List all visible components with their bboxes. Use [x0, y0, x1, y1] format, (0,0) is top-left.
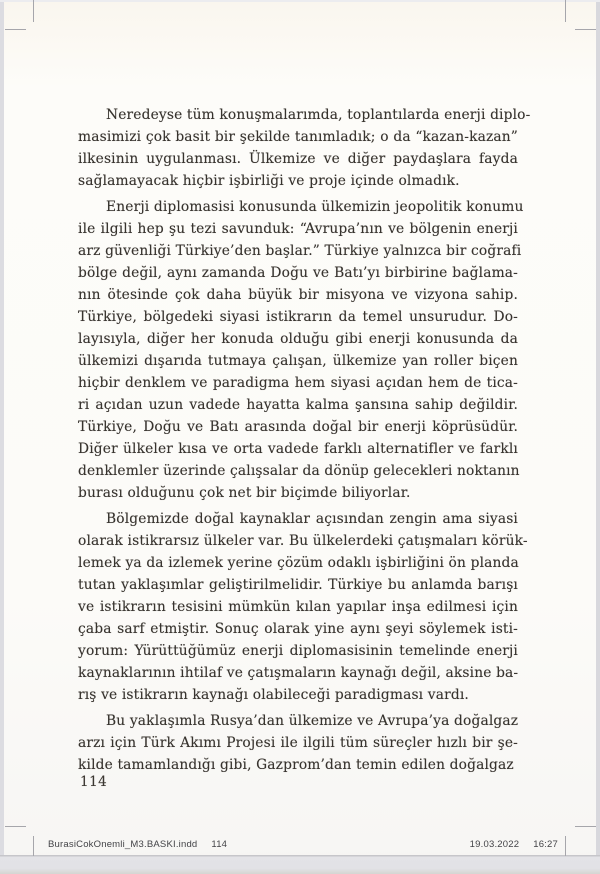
text-line: bölge değil, aynı zamanda Doğu ve Batı’yı birbirine bağlama- — [78, 265, 518, 281]
crop-mark-top-right-vertical — [565, 0, 566, 22]
text-line: denklemler üzerinde çalışsalar da dönüp gelecekleri noktanın — [78, 463, 520, 479]
text-line: rış ve istikrarın kaynağı olabileceği paradigması vardı. — [78, 687, 469, 703]
page-number: 114 — [80, 774, 108, 790]
text-line: Bölgemizde doğal kaynaklar açısından zengin ama siyasi — [106, 511, 518, 527]
paragraph — [78, 710, 518, 776]
paragraph — [78, 104, 531, 192]
slug-date: 19.03.2022 — [469, 839, 520, 850]
text-line: Diğer ülkeler kısa ve orta vadede farklı alternatifler ve farklı — [78, 441, 518, 457]
text-line: yorum: Yürüttüğümüz enerji diplomasisinin temelinde enerji — [78, 643, 518, 659]
slug-file-page: 114 — [211, 839, 228, 850]
scan-edge-bottom — [0, 855, 600, 874]
crop-mark-bottom-right-horizontal — [575, 826, 596, 827]
text-line: Enerji diplomasisi konusunda ülkemizin jeopolitik konumu — [106, 199, 524, 215]
text-block — [78, 104, 531, 780]
text-line: hiçbir denklem ve paradigma hem siyasi açıdan hem de tica- — [78, 375, 518, 391]
text-line: layısıyla, diğer her konuda olduğu gibi enerji konusunda da — [78, 331, 518, 347]
crop-mark-top-left-horizontal — [5, 29, 26, 30]
text-line: ve istikrarın tesisini mümkün kılan yapılar inşa edilmesi için — [78, 599, 518, 615]
slug-file-info — [48, 839, 227, 850]
slug-file-name: BurasiCokOnemli_M3.BASKI.indd — [48, 839, 198, 850]
text-line: Bu yaklaşımla Rusya’dan ülkemize ve Avrupa’ya doğalgaz — [106, 713, 519, 729]
crop-mark-bottom-left-horizontal — [5, 826, 26, 827]
slug-time: 16:27 — [533, 839, 558, 850]
text-line: Türkiye, Doğu ve Batı arasında doğal bir enerji köprüsüdür. — [78, 419, 518, 435]
text-line: çaba sarf etmiştir. Sonuç olarak yine aynı şeyi söylemek isti- — [78, 621, 518, 637]
paragraph — [78, 196, 524, 504]
text-line: Türkiye, bölgedeki siyasi istikrarın da temel unsurudur. Do- — [78, 309, 518, 325]
text-line: kaynaklarının ihtilaf ve çatışmaların kaynağı değil, aksine ba- — [78, 665, 519, 681]
crop-mark-top-right-horizontal — [575, 29, 596, 30]
text-line: ile ilgili hep şu tezi savunduk: “Avrupa’nın ve bölgenin enerji — [78, 221, 518, 237]
text-line: burası olduğunu çok net bir biçimde biliyorlar. — [78, 485, 411, 501]
crop-mark-top-left-vertical — [33, 0, 34, 22]
scan-edge-right — [596, 0, 600, 874]
text-line: tutan yaklaşımlar geliştirilmelidir. Türkiye bu anlamda barışı — [78, 577, 518, 593]
text-line: masimizi çok basit bir şekilde tanımladık; o da “kazan-kazan” — [78, 129, 518, 145]
text-line: Neredeyse tüm konuşmalarımda, toplantılarda enerji diplo- — [106, 107, 531, 123]
text-line: ri açıdan uzun vadede hayatta kalma şansına sahip değildir. — [78, 397, 518, 413]
text-line: sağlamayacak hiçbir işbirliği ve proje içinde olmadık. — [78, 173, 460, 189]
text-line: ülkemizi dışarıda tutmaya çalışan, ülkemize yan roller biçen — [78, 353, 518, 369]
text-line: lemek ya da izlemek yerine çözüm odaklı işbirliğini ön planda — [78, 555, 519, 571]
text-line: arzı için Türk Akımı Projesi ile ilgili tüm süreçler hızlı bir şe- — [78, 735, 518, 751]
scan-edge-top — [0, 0, 600, 2]
text-line: olarak istikrarsız ülkeler var. Bu ülkelerdeki çatışmaları körük- — [78, 533, 528, 549]
paragraph — [78, 508, 528, 706]
text-line: ilkesinin uygulanması. Ülkemize ve diğer paydaşlara fayda — [78, 151, 518, 167]
text-line: kilde tamamlandığı gibi, Gazprom’dan temin edilen doğalgaz — [78, 757, 514, 773]
slug-timestamp — [470, 839, 558, 850]
slug-line — [0, 839, 600, 853]
text-line: nın ötesinde çok daha büyük bir misyona ve vizyona sahip. — [78, 287, 518, 303]
text-line: arz güvenliği Türkiye’den başlar.” Türkiye yalnızca bir coğrafi — [78, 243, 522, 259]
scan-edge-left — [0, 0, 4, 874]
